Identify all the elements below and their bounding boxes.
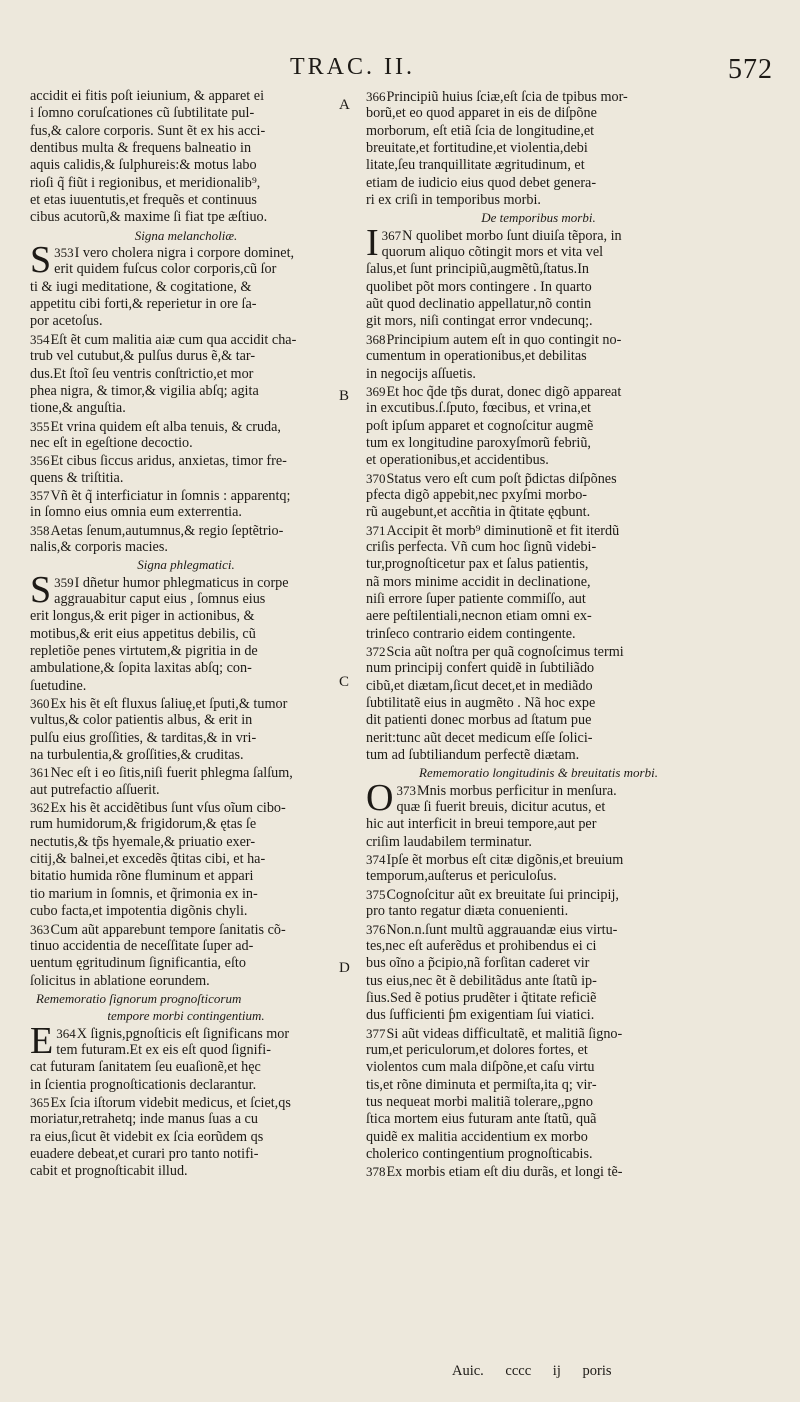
line-text: por acetoſus. bbox=[30, 313, 103, 330]
line-text: ſolicitus in ablatione eorundem. bbox=[30, 972, 210, 989]
drop-initial: E bbox=[30, 1019, 54, 1062]
section-heading: Rememoratio ſignorum prognoſticorum bbox=[36, 990, 242, 1006]
text-line bbox=[30, 1129, 342, 1146]
line-text: criſis perfecta. Vñ cum hoc ſignũ videbi- bbox=[366, 538, 597, 555]
text-line bbox=[30, 851, 342, 868]
text-line bbox=[30, 1077, 342, 1094]
line-text: dit patienti donec morbus ad ſtatum pue bbox=[366, 712, 592, 729]
text-line bbox=[30, 626, 342, 643]
text-line bbox=[30, 279, 342, 296]
line-text: cubo facta,et impotentia digõnis chyli. bbox=[30, 903, 248, 920]
paragraph-number: 376 bbox=[366, 921, 386, 937]
line-text: I vero cholera nigra i corpore dominet, bbox=[74, 245, 295, 262]
text-line bbox=[366, 296, 711, 313]
line-text: num principij confert quidẽ in ſubtiliãdo bbox=[366, 660, 595, 677]
line-text: Cum aũt apparebunt tempore ſanitatis cõ- bbox=[50, 921, 286, 938]
line-text: tem futuram.Et ex eis eſt quod ſignifi- bbox=[56, 1041, 271, 1058]
text-line bbox=[366, 903, 711, 920]
line-text: rioſi q̃ fiũt i regionibus, et meridionalib⁹, bbox=[30, 174, 261, 191]
line-text: etiam de iudicio eius quod debet genera- bbox=[366, 174, 597, 191]
line-text: ſalus,et ſunt principiũ,augmẽtũ,ſtatus.In bbox=[366, 261, 590, 278]
text-line bbox=[366, 1025, 711, 1042]
line-text: erit quidem fuſcus color corporis,cũ ſor bbox=[54, 261, 277, 278]
line-text: citij,& balnei,et excedẽs q̃titas cibi, et ha- bbox=[30, 851, 266, 868]
text-line bbox=[366, 747, 711, 764]
text-line bbox=[366, 1094, 711, 1111]
line-text: motibus,& erit eius appetitus debilis, cũ bbox=[30, 625, 256, 642]
line-text: Eſt ẽt cum malitia aiæ cum qua accidit cha- bbox=[50, 331, 297, 348]
line-text: trub vel cutubut,& pulſus durus ẽ,& tar- bbox=[30, 348, 256, 365]
line-text: Mnis morbus perficitur in menſura. bbox=[416, 782, 617, 799]
paragraph-number: 370 bbox=[366, 470, 386, 486]
paragraph-number: 359 bbox=[54, 574, 74, 590]
line-text: Principiũ huius ſciæ,eſt ſcia de tpibus mor- bbox=[386, 89, 628, 105]
line-text: N quolibet morbo ſunt diuiſa tẽpora, in bbox=[402, 227, 622, 244]
line-text: rũ augebunt,et accñtia in q̃titate ęqbunt. bbox=[366, 504, 591, 521]
line-text: tum ex longitudine paroxyſmorũ febriũ, bbox=[366, 434, 591, 451]
line-text: nectutis,& tp̃s hyemale,& priuatio exer- bbox=[30, 833, 256, 850]
line-text: Status vero eſt cum poſt p̃dictas diſpõnes bbox=[386, 470, 617, 487]
text-line bbox=[30, 1146, 342, 1163]
line-text: nã mors minime accidit in declinatione, bbox=[366, 573, 591, 590]
text-line bbox=[30, 296, 342, 313]
text-line bbox=[366, 1007, 711, 1024]
text-line bbox=[366, 400, 711, 417]
text-line bbox=[30, 868, 342, 885]
line-text: nerit:tunc aũt decet medicum eſſe ſolici- bbox=[366, 729, 593, 746]
text-line bbox=[30, 435, 342, 452]
text-line bbox=[30, 539, 342, 556]
line-text: euadere debeat,et curari pro tanto notifi- bbox=[30, 1145, 259, 1162]
text-line bbox=[30, 660, 342, 677]
line-text: aquis calidis,& ſulphureis:& motus labo bbox=[30, 157, 257, 174]
text-line bbox=[30, 799, 342, 816]
text-line bbox=[30, 487, 342, 504]
line-text: Scia aũt noſtra per quã cognoſcimus termi bbox=[386, 644, 624, 660]
line-text: moriatur,retrahetq; inde manus ſuas a cu bbox=[30, 1111, 258, 1128]
text-line bbox=[366, 1111, 711, 1128]
text-line bbox=[30, 747, 342, 764]
line-text: rum humidorum,& frigidorum,& ętas ſe bbox=[30, 816, 257, 833]
line-text: Principium autem eſt in quo contingit no- bbox=[386, 331, 622, 348]
text-line bbox=[366, 643, 711, 660]
text-line bbox=[366, 175, 711, 192]
text-line bbox=[366, 123, 711, 140]
text-line bbox=[30, 764, 342, 781]
text-line bbox=[366, 678, 711, 695]
paragraph-number: 353 bbox=[54, 245, 74, 261]
paragraph-number: 373 bbox=[396, 782, 416, 798]
text-line bbox=[366, 88, 711, 105]
line-text: ambulatione,& ſopita laxitas abſq; con- bbox=[30, 660, 252, 677]
line-text: Accipit ẽt morb⁹ diminutionẽ et fit iterdũ bbox=[386, 522, 620, 539]
line-text: et etas iuuentutis,et frequẽs et continuus bbox=[30, 192, 257, 209]
line-text: phea nigra, & timor,& vigilia abſq; agita bbox=[30, 382, 259, 399]
text-line bbox=[366, 851, 711, 868]
text-line bbox=[30, 938, 342, 955]
text-line bbox=[366, 522, 711, 539]
text-line bbox=[30, 921, 342, 938]
paragraph-number: 369 bbox=[366, 383, 386, 399]
line-text: Ipſe ẽt morbus eſt citæ digõnis,et breuium bbox=[386, 852, 624, 869]
line-text: tus nequeat morbi malitiã tolerare,,pgno bbox=[366, 1093, 593, 1110]
text-line bbox=[366, 1129, 711, 1146]
paragraph-number: 371 bbox=[366, 522, 386, 538]
line-text: niſi errore ſuper patiente commiſſo, aut bbox=[366, 590, 586, 607]
text-line bbox=[366, 105, 711, 122]
line-text: cibus acutorũ,& maxime ſi fiat tpe æſtiuo. bbox=[30, 209, 268, 226]
text-line bbox=[366, 626, 711, 643]
line-text: Nec eſt i eo ſitis,niſi fuerit phlegma ſalſum, bbox=[50, 765, 293, 782]
line-text: Si aũt videas difficultatẽ, et malitiã ſigno- bbox=[386, 1025, 623, 1042]
line-text: I dñetur humor phlegmaticus in corpe bbox=[74, 574, 289, 591]
line-text: quidẽ ex malitia accidentium ex morbo bbox=[366, 1128, 588, 1145]
line-text: tur,prognoſticetur pax et ſalus patientis, bbox=[366, 556, 589, 573]
line-text: in ſomno eius omnia eum exterrentia. bbox=[30, 504, 242, 521]
text-line bbox=[366, 990, 711, 1007]
text-line bbox=[30, 903, 342, 920]
paragraph-number: 372 bbox=[366, 644, 386, 659]
right-column bbox=[366, 88, 711, 1181]
line-text: git mors, niſi contingat error vndecunq;. bbox=[366, 313, 593, 330]
text-line bbox=[30, 955, 342, 972]
text-line bbox=[30, 348, 342, 365]
line-text: breuitate,et fortitudine,et violentia,debi bbox=[366, 140, 588, 157]
line-text: quæ ſi fuerit breuis, dicitur acutus, et bbox=[396, 799, 606, 816]
folio-number: 572 bbox=[728, 54, 773, 85]
line-text: et operationibus,et accidentibus. bbox=[366, 452, 549, 469]
text-line bbox=[30, 712, 342, 729]
line-text: aut putrefactio aſſuerit. bbox=[30, 781, 160, 798]
text-line bbox=[30, 157, 342, 174]
text-line bbox=[30, 313, 342, 330]
text-line bbox=[30, 209, 342, 226]
text-line bbox=[30, 1111, 342, 1128]
line-text: trinſeco contrario eidem contingente. bbox=[366, 625, 576, 642]
line-text: cat futuram ſanitatem ſeu euaſionẽ,et hęc bbox=[30, 1059, 261, 1076]
text-line bbox=[366, 712, 711, 729]
line-text: ſius.Sed ẽ potius prudẽter i q̃titate reficiẽ bbox=[366, 989, 597, 1006]
text-line bbox=[30, 678, 342, 695]
text-line bbox=[30, 175, 342, 192]
line-text: aere peſtilentiali,necnon etiam omni ex- bbox=[366, 608, 592, 625]
line-text: criſim laudabilem terminatur. bbox=[366, 833, 532, 850]
line-text: Et vrina quidem eſt alba tenuis, & cruda, bbox=[50, 418, 281, 435]
text-line bbox=[366, 279, 711, 296]
line-text: rum,et periculorum,et dolores fortes, et bbox=[366, 1041, 588, 1058]
text-line bbox=[30, 105, 342, 122]
text-line bbox=[30, 452, 342, 469]
section-heading: Signa melancholiæ. bbox=[134, 227, 238, 243]
text-line bbox=[30, 643, 342, 660]
text-line bbox=[30, 88, 342, 105]
line-text: erit longus,& erit piger in actionibus, & bbox=[30, 608, 255, 625]
paragraph-number: 364 bbox=[56, 1025, 76, 1041]
text-line bbox=[366, 834, 711, 851]
line-text: quorum aliquo cõtingit mors et vita vel bbox=[381, 244, 604, 261]
line-text: aũt quod declinatio appellatur,nõ contin bbox=[366, 296, 592, 313]
text-line bbox=[30, 1094, 342, 1111]
drop-initial: I bbox=[366, 221, 379, 264]
line-text: dus.Et ſtoĩ ſeu ventris conſtrictio,et mor bbox=[30, 365, 254, 382]
line-text: cumentum in operationibus,et debilitas bbox=[366, 348, 587, 365]
text-line bbox=[366, 868, 711, 885]
line-text: Ex his ẽt accidẽtibus ſunt vſus oĩum cibo- bbox=[50, 800, 286, 817]
line-text: ſtica mortem eius futuram ante ſtatũ, quã bbox=[366, 1111, 597, 1128]
page-header bbox=[0, 50, 800, 90]
text-line bbox=[366, 452, 711, 469]
text-line bbox=[366, 470, 711, 487]
text-line bbox=[366, 938, 711, 955]
line-text: fus,& calore corporis. Sunt ẽt ex his acci- bbox=[30, 122, 266, 139]
text-line bbox=[366, 140, 711, 157]
drop-initial: S bbox=[30, 568, 52, 611]
text-line bbox=[54, 591, 342, 608]
text-line bbox=[366, 157, 711, 174]
text-line bbox=[366, 331, 711, 348]
text-line bbox=[30, 383, 342, 400]
text-line bbox=[30, 886, 342, 903]
line-text: Aetas ſenum,autumnus,& regio ſeptẽtrio- bbox=[50, 522, 284, 539]
line-text: poſt ipſum apparet et cognoſcitur augmẽ bbox=[366, 417, 594, 434]
text-line bbox=[56, 1042, 342, 1059]
paragraph-number: 362 bbox=[30, 800, 50, 816]
line-text: ſubtilitatẽ eius in augmẽto . Nã hoc expe bbox=[366, 695, 596, 712]
margin-letter-b: B bbox=[339, 388, 350, 404]
line-text: accidit ei fitis poſt ieiunium, & apparet ei bbox=[30, 88, 265, 104]
text-line bbox=[366, 730, 711, 747]
text-line bbox=[30, 418, 342, 435]
line-text: ri ex criſi in temporibus morbi. bbox=[366, 192, 541, 209]
text-line bbox=[366, 435, 711, 452]
section-heading: Rememoratio longitudinis & breuitatis morbi. bbox=[419, 765, 658, 781]
line-text: ti & iugi meditatione, & cogitatione, & bbox=[30, 278, 252, 295]
paragraph-number: 366 bbox=[366, 89, 386, 104]
text-line bbox=[366, 1077, 711, 1094]
section-heading: tempore morbi contingentium. bbox=[107, 1008, 265, 1024]
line-text: litate,ſeu tranquillitate ægritudinum, et bbox=[366, 157, 585, 174]
text-line bbox=[366, 660, 711, 677]
text-line bbox=[366, 921, 711, 938]
line-text: in ſcientia prognoſticationis declarantur. bbox=[30, 1076, 257, 1093]
line-text: Ex his ẽt eſt fluxus ſaliuę,et ſputi,& tumor bbox=[50, 696, 288, 713]
line-text: cibũ,et diætam,ſicut decet,et in mediãdo bbox=[366, 677, 593, 694]
text-line bbox=[30, 608, 342, 625]
line-text: bitatio humida rõne fluminum et appari bbox=[30, 868, 254, 885]
paragraph-number: 368 bbox=[366, 331, 386, 347]
line-text: temporum,auſterus et periculoſus. bbox=[366, 868, 557, 885]
line-text: bus oĩno a p̃cipio,nã forſitan caderet vir bbox=[366, 955, 590, 972]
section-heading: De temporibus morbi. bbox=[481, 210, 596, 226]
paragraph-number: 378 bbox=[366, 1164, 386, 1180]
paragraph-number: 354 bbox=[30, 331, 50, 347]
line-text: borũ,et eo quod apparet in eis de diſpõne bbox=[366, 105, 597, 122]
text-line bbox=[30, 400, 342, 417]
text-line bbox=[30, 522, 342, 539]
paragraph-number: 374 bbox=[366, 852, 386, 868]
text-line bbox=[30, 331, 342, 348]
drop-initial: O bbox=[366, 776, 394, 819]
text-line bbox=[366, 383, 711, 400]
text-line bbox=[366, 487, 711, 504]
line-text: i ſomno coruſcationes cũ ſubtilitate pul- bbox=[30, 105, 255, 122]
text-line bbox=[366, 556, 711, 573]
text-line bbox=[366, 418, 711, 435]
paragraph-number: 363 bbox=[30, 921, 50, 937]
text-line bbox=[366, 816, 711, 833]
text-line bbox=[30, 470, 342, 487]
text-line bbox=[366, 192, 711, 209]
paragraph-number: 358 bbox=[30, 522, 50, 538]
line-text: na turbulentia,& groſſities,& cruditas. bbox=[30, 747, 244, 764]
text-line bbox=[54, 261, 342, 278]
line-text: quolibet põt mors contingere . In quarto bbox=[366, 278, 592, 295]
line-text: repletiõe penes virtutem,& pigritia in de bbox=[30, 643, 258, 659]
text-line bbox=[366, 366, 711, 383]
paragraph-number: 365 bbox=[30, 1094, 50, 1110]
text-line bbox=[30, 816, 342, 833]
line-text: nalis,& corporis macies. bbox=[30, 538, 168, 555]
text-line bbox=[366, 1146, 711, 1163]
line-text: pulſu eius groſſities, & tarditas,& in vri- bbox=[30, 729, 257, 746]
text-line bbox=[366, 313, 711, 330]
line-text: tio marium in ſomnis, et q̃rimonia ex in- bbox=[30, 885, 258, 902]
catchword-line: Auic. cccc ij poris bbox=[452, 1363, 612, 1379]
text-line bbox=[30, 695, 342, 712]
paragraph-number: 357 bbox=[30, 487, 50, 503]
line-text: cholerico contingentium prognoſticabis. bbox=[366, 1145, 593, 1162]
line-text: Cognoſcitur aũt ex breuitate ſui principij, bbox=[386, 886, 619, 903]
line-text: Ex ſcia iſtorum videbit medicus, et ſciet,qs bbox=[50, 1094, 291, 1111]
paragraph-number: 377 bbox=[366, 1025, 386, 1041]
text-line bbox=[396, 799, 711, 816]
line-text: tinuo accidentia de neceſſitate ſuper ad- bbox=[30, 937, 254, 954]
text-line bbox=[366, 973, 711, 990]
line-text: hic aut interficit in breui tempore,aut per bbox=[366, 816, 597, 833]
text-line bbox=[30, 366, 342, 383]
margin-letter-c: C bbox=[339, 674, 350, 690]
line-text: tus eius,nec ẽt ẽ debilitãdus ante ſtatũ ip- bbox=[366, 972, 597, 989]
line-text: vultus,& color patientis albus, & erit in bbox=[30, 712, 253, 729]
line-text: in excutibus.ſ.ſputo, fœcibus, et vrina,et bbox=[366, 400, 591, 417]
margin-letter-a: A bbox=[339, 97, 350, 113]
line-text: ra eius,ſicut ẽt videbit ex ſcia eorũdem qs bbox=[30, 1128, 264, 1145]
paragraph-number: 367 bbox=[381, 227, 402, 243]
line-text: morborum, eſt etiã ſcia de longitudine,et bbox=[366, 122, 595, 139]
line-text: cabit et prognoſticabit illud. bbox=[30, 1163, 188, 1180]
text-line bbox=[366, 695, 711, 712]
line-text: tis,et rõne diminuta et permiſta,ita q; vir- bbox=[366, 1076, 597, 1093]
text-line bbox=[366, 574, 711, 591]
text-line bbox=[30, 1059, 342, 1076]
section-heading: Signa phlegmatici. bbox=[137, 557, 235, 573]
paragraph-number: 355 bbox=[30, 418, 50, 434]
line-text: pfecta digõ appebit,nec pxyſmi morbo- bbox=[366, 486, 588, 503]
text-line bbox=[366, 608, 711, 625]
left-column bbox=[30, 88, 342, 1181]
text-line bbox=[366, 1163, 711, 1180]
text-line bbox=[366, 504, 711, 521]
line-text: tione,& anguſtia. bbox=[30, 400, 126, 417]
line-text: appetitu cibi forti,& reperietur in ore ſa- bbox=[30, 296, 257, 313]
text-line bbox=[30, 123, 342, 140]
text-line bbox=[366, 1042, 711, 1059]
line-text: Et hoc q̃de tp̃s durat, donec digõ appareat bbox=[386, 383, 622, 400]
line-text: tes,nec eſt auferẽdus et prohibendus ei ci bbox=[366, 937, 597, 954]
line-text: in negocijs aſſuetis. bbox=[366, 365, 476, 382]
text-line bbox=[30, 1163, 342, 1180]
text-line bbox=[366, 955, 711, 972]
line-text: pro tanto regatur diæta conuenienti. bbox=[366, 903, 569, 920]
text-line bbox=[30, 782, 342, 799]
text-line bbox=[30, 192, 342, 209]
paragraph-number: 375 bbox=[366, 886, 386, 902]
line-text: Non.n.ſunt multũ aggrauandæ eius virtu- bbox=[386, 921, 618, 938]
text-line bbox=[366, 348, 711, 365]
paragraph-number: 360 bbox=[30, 696, 50, 712]
running-head: TRAC. II. bbox=[290, 54, 415, 80]
margin-letter-d: D bbox=[339, 960, 350, 976]
line-text: Vñ ẽt q̃ interficiatur in ſomnis : apparentq; bbox=[50, 487, 291, 504]
line-text: Et cibus ſiccus aridus, anxietas, timor fre- bbox=[50, 453, 287, 470]
text-line bbox=[366, 886, 711, 903]
paragraph-number: 361 bbox=[30, 765, 50, 781]
drop-initial: S bbox=[30, 239, 52, 282]
line-text: dus ſufficienti ƥm exigentiam ſui viatici. bbox=[366, 1007, 595, 1024]
line-text: quens & triſtitia. bbox=[30, 469, 124, 486]
text-line bbox=[366, 539, 711, 556]
line-text: tum ad ſubtiliandum perfectẽ diætam. bbox=[366, 747, 580, 764]
line-text: ſuetudine. bbox=[30, 677, 87, 694]
paragraph-number: 356 bbox=[30, 453, 50, 469]
text-line bbox=[30, 140, 342, 157]
line-text: aggrauabitur caput eius , ſomnus eius bbox=[54, 590, 266, 607]
text-line bbox=[366, 591, 711, 608]
text-line bbox=[30, 973, 342, 990]
text-line bbox=[366, 261, 711, 278]
line-text: violentos cum mala diſpõne,et caſu virtu bbox=[366, 1059, 595, 1076]
text-line bbox=[382, 244, 711, 261]
line-text: dentibus multa & frequens balneatio in bbox=[30, 140, 252, 157]
text-line bbox=[366, 1059, 711, 1076]
line-text: Ex morbis etiam eſt diu durãs, et longi tẽ- bbox=[386, 1164, 623, 1181]
text-line bbox=[30, 504, 342, 521]
line-text: nec eſt in egeſtione decoctio. bbox=[30, 434, 193, 451]
line-text: X ſignis,pgnoſticis eſt ſignificans mor bbox=[76, 1025, 290, 1042]
line-text: uentum ęgritudinum ſignificantia, eſto bbox=[30, 955, 246, 972]
text-line bbox=[30, 834, 342, 851]
text-line bbox=[30, 730, 342, 747]
